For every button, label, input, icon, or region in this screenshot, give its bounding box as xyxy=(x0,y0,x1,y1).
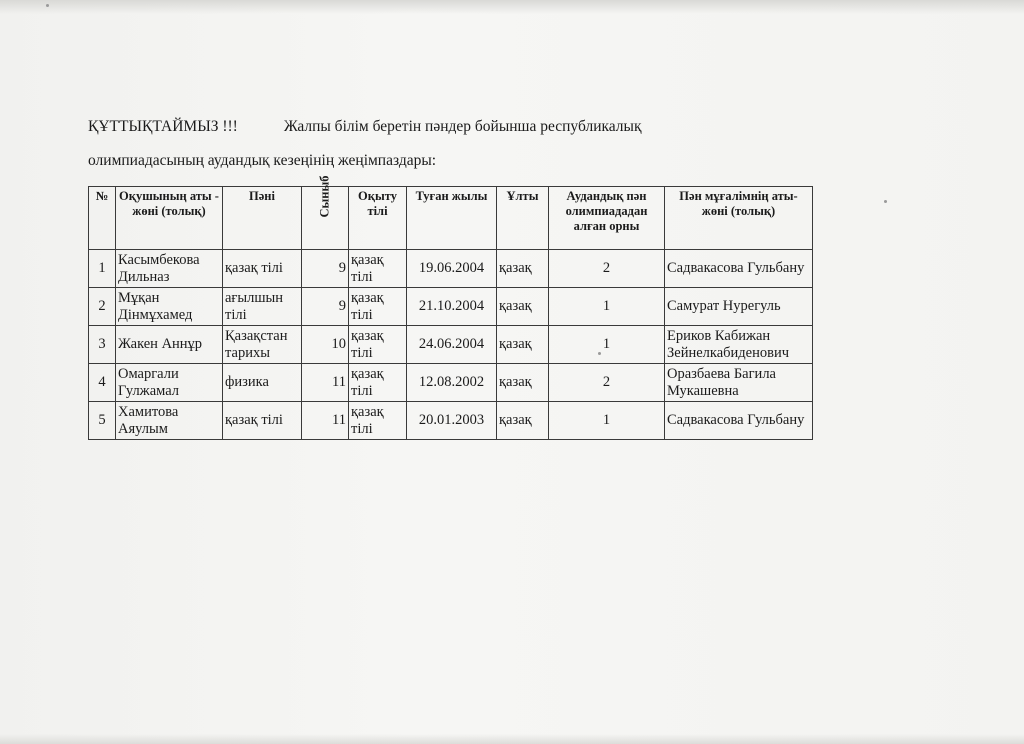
cell-birth: 12.08.2002 xyxy=(407,364,497,402)
cell-place: 1 xyxy=(549,326,665,364)
cell-place: 1 xyxy=(549,402,665,440)
col-header-teacher: Пән мұғалімнің аты-жөні (толық) xyxy=(665,187,813,250)
cell-subject: қазақ тілі xyxy=(223,402,302,440)
col-header-nationality: Ұлты xyxy=(497,187,549,250)
cell-teacher: Оразбаева Багила Мукашевна xyxy=(665,364,813,402)
cell-student: Омаргали Гулжамал xyxy=(116,364,223,402)
congrats-title: ҚҰТТЫҚТАЙМЫЗ !!! xyxy=(88,118,238,135)
cell-student: Хамитова Аяулым xyxy=(116,402,223,440)
cell-birth: 21.10.2004 xyxy=(407,288,497,326)
col-header-number: № xyxy=(89,187,116,250)
cell-number: 3 xyxy=(89,326,116,364)
cell-number: 2 xyxy=(89,288,116,326)
col-header-birth: Туған жылы xyxy=(407,187,497,250)
cell-number: 5 xyxy=(89,402,116,440)
table-row xyxy=(89,326,813,364)
cell-number: 4 xyxy=(89,364,116,402)
cell-birth: 24.06.2004 xyxy=(407,326,497,364)
cell-language: қазақ тілі xyxy=(349,402,407,440)
cell-place: 1 xyxy=(549,288,665,326)
cell-language: қазақ тілі xyxy=(349,250,407,288)
col-header-subject: Пәні xyxy=(223,187,302,250)
col-header-grade: Сыныб xyxy=(302,187,349,250)
table-row xyxy=(89,250,813,288)
cell-subject: ағылшын тілі xyxy=(223,288,302,326)
col-header-language: Оқыту тілі xyxy=(349,187,407,250)
col-header-student: Оқушының аты - жөні (толық) xyxy=(116,187,223,250)
cell-grade: 11 xyxy=(302,402,349,440)
cell-place: 2 xyxy=(549,364,665,402)
scan-top-shadow xyxy=(0,0,1024,14)
cell-teacher: Садвакасова Гульбану xyxy=(665,402,813,440)
cell-teacher: Ериков Кабижан Зейнелкабиденович xyxy=(665,326,813,364)
cell-student: Мұқан Дінмұхамед xyxy=(116,288,223,326)
cell-language: қазақ тілі xyxy=(349,288,407,326)
cell-subject: Қазақстан тарихы xyxy=(223,326,302,364)
scan-speck xyxy=(46,4,49,7)
scan-speck xyxy=(884,200,887,203)
cell-language: қазақ тілі xyxy=(349,326,407,364)
cell-nationality: қазақ xyxy=(497,250,549,288)
cell-student: Жакен Аннұр xyxy=(116,326,223,364)
table-row xyxy=(89,402,813,440)
table-header-row xyxy=(89,187,813,250)
cell-subject: физика xyxy=(223,364,302,402)
heading-text: Жалпы білім беретін пәндер бойынша республикалық xyxy=(283,118,642,135)
heading-line-1 xyxy=(88,118,642,136)
heading-line-2: олимпиадасының аудандық кезеңінің жеңімпаздары: xyxy=(88,152,437,169)
cell-language: қазақ тілі xyxy=(349,364,407,402)
cell-nationality: қазақ xyxy=(497,364,549,402)
cell-grade: 9 xyxy=(302,250,349,288)
scan-bottom-shadow xyxy=(0,734,1024,744)
cell-nationality: қазақ xyxy=(497,402,549,440)
cell-number: 1 xyxy=(89,250,116,288)
cell-place: 2 xyxy=(549,250,665,288)
cell-nationality: қазақ xyxy=(497,288,549,326)
cell-student: Касымбекова Дильназ xyxy=(116,250,223,288)
winners-table xyxy=(88,175,813,440)
col-header-place: Аудандық пән олимпиададан алған орны xyxy=(549,187,665,250)
cell-grade: 11 xyxy=(302,364,349,402)
cell-birth: 20.01.2003 xyxy=(407,402,497,440)
table-row xyxy=(89,364,813,402)
cell-teacher: Самурат Нурегуль xyxy=(665,288,813,326)
cell-subject: қазақ тілі xyxy=(223,250,302,288)
cell-nationality: қазақ xyxy=(497,326,549,364)
cell-teacher: Садвакасова Гульбану xyxy=(665,250,813,288)
cell-birth: 19.06.2004 xyxy=(407,250,497,288)
cell-grade: 9 xyxy=(302,288,349,326)
cell-grade: 10 xyxy=(302,326,349,364)
table-row xyxy=(89,288,813,326)
